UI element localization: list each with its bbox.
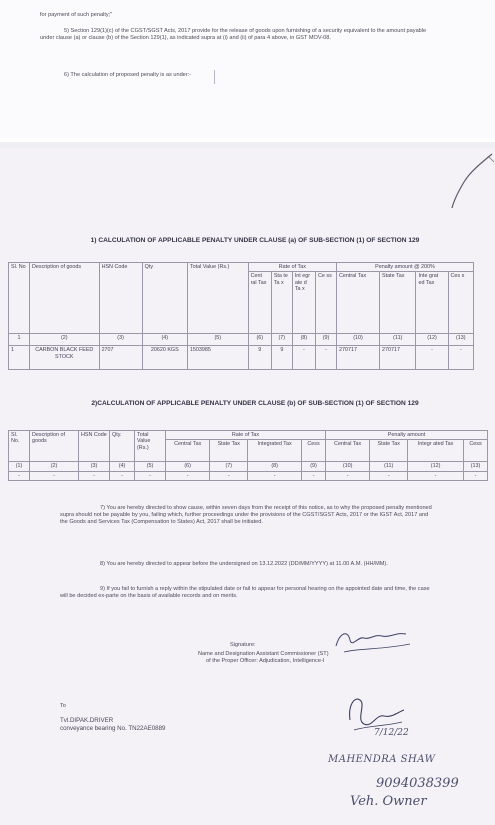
t2-col-number: (3)	[79, 462, 110, 471]
t2-col-number: (5)	[135, 462, 166, 471]
t1-header-rate: Rate of Tax	[248, 263, 336, 272]
t1-col-number: (11)	[380, 334, 416, 346]
recipient-name: Tvl.DIPAK.DRIVER	[60, 717, 114, 724]
t2-empty-cell: -	[135, 471, 166, 480]
t1-rate-integrated: Int egr ate d Ta x	[292, 272, 315, 334]
t2-empty-cell: -	[464, 471, 488, 480]
paragraph-6: 6) The calculation of proposed penalty is as under:-	[64, 72, 192, 78]
t2-rate-state: State Tax	[210, 440, 248, 462]
t1-header-sl: Sl. No	[9, 263, 30, 334]
t2-pen-cess: Cess	[464, 440, 488, 462]
paragraph-5: 5) Section 129(1)(c) of the CGST/SGST Acts, 2017 provide for the release of goods upon furnishing of a security equivalent to the amount payable under clause (a) or clause (b) of the Section 129(1), as indicated supra at (i) and (ii) of para 4 above, in GST MOV-08.	[40, 28, 427, 41]
t2-empty-cell: -	[210, 471, 248, 480]
t1-row-state-pen: 270717	[380, 346, 416, 370]
t1-header-total: Total Value (Rs.)	[187, 263, 248, 334]
paragraph-7: 7) You are hereby directed to show cause, within seven days from the receipt of this notice, as to why the proposed penalty mentioned supra should not be payable by you, failing which, further proceedings under the provisions of the CGST/SGST Acts, 2017 or the IGST Act, 2017 and the Goods and Services Tax (Compensation to States) Act, 2017 shall be initiated.	[60, 505, 432, 525]
t1-col-number: (10)	[336, 334, 379, 346]
t2-rate-cess: Cess	[302, 440, 326, 462]
t2-rate-central: Central Tax	[166, 440, 210, 462]
handwritten-phone: 9094038399	[376, 776, 459, 791]
t1-pen-integrated: Inte grat ed Tax	[416, 272, 448, 334]
paragraph-8: 8) You are hereby directed to appear before the undersigned on 13.12.2022 (DD/MM/YYYY) at 11.00 A.M. (HH/MM).	[100, 561, 388, 567]
previous-page-fragment	[0, 0, 495, 138]
t2-pen-central: Central Tax	[325, 440, 369, 462]
table1-heading: 1) CALCULATION OF APPLICABLE PENALTY UNDER CLAUSE (a) OF SUB-SECTION (1) OF SECTION 129	[90, 237, 420, 244]
t2-empty-cell: -	[30, 471, 79, 480]
t2-col-number: (12)	[408, 462, 464, 471]
t1-row-qty: 20620 KGS	[142, 346, 187, 370]
t2-empty-cell: -	[79, 471, 110, 480]
t1-rate-state: Sta te Ta x	[271, 272, 292, 334]
t1-col-number: (2)	[29, 334, 99, 346]
t2-col-number: (13)	[464, 462, 488, 471]
t1-pen-cess: Ces s	[448, 272, 474, 334]
t1-row-cess-rate: -	[316, 346, 337, 370]
t1-row-central-rate: 9	[248, 346, 271, 370]
signature-line2: of the Proper Officer: Adjudication, Intelligence-I	[206, 658, 325, 664]
t2-col-number: (1)	[9, 462, 30, 471]
t1-header-desc: Description of goods	[29, 263, 99, 334]
t2-empty-cell: -	[9, 471, 30, 480]
t2-pen-state: State Tax	[370, 440, 408, 462]
t1-header-penalty: Penalty amount @ 200%	[336, 263, 473, 272]
penalty-table-b	[8, 430, 488, 481]
vehicle-number: conveyance bearing No. TN22AE0889	[60, 725, 166, 732]
t1-col-number: (12)	[416, 334, 448, 346]
t2-col-number: (7)	[210, 462, 248, 471]
t1-col-number: (4)	[142, 334, 187, 346]
t1-col-number: (3)	[99, 334, 142, 346]
t1-row-integrated-rate: -	[292, 346, 315, 370]
t1-col-number: (13)	[448, 334, 474, 346]
notice-page	[0, 142, 495, 825]
paragraph-9: 9) If you fail to furnish a reply within the stipulated date or fail to appear for personal hearing on the appointed date and time, the case will be decided ex-parte on the basis of available records and on merits.	[60, 586, 430, 599]
t1-row-integrated-pen: -	[416, 346, 448, 370]
signature-label: Signature:	[230, 642, 256, 648]
t1-col-number: (9)	[316, 334, 337, 346]
t2-empty-cell: -	[110, 471, 135, 480]
to-label: To	[60, 703, 66, 709]
penalty-table-a	[8, 262, 474, 370]
t2-col-number: (9)	[302, 462, 326, 471]
table2-heading: 2)CALCULATION OF APPLICABLE PENALTY UNDER CLAUSE (b) OF SUB-SECTION (1) OF SECTION 129	[91, 400, 419, 407]
t2-empty-cell: -	[166, 471, 210, 480]
signature-line1: Name and Designation Assistant Commissioner (ST)	[198, 651, 329, 657]
t1-row-hsn: 2707	[99, 346, 142, 370]
t1-row-state-rate: 9	[271, 346, 292, 370]
t2-empty-cell: -	[325, 471, 369, 480]
t2-empty-cell: -	[248, 471, 302, 480]
t1-col-number: 1	[9, 334, 30, 346]
t2-empty-cell: -	[408, 471, 464, 480]
t2-header-qty: Qty.	[110, 431, 135, 462]
handwritten-date: 7/12/22	[374, 728, 409, 738]
officer-signature	[330, 626, 420, 658]
t1-row-desc: CARBON BLACK FEED STOCK	[29, 346, 99, 370]
pen-mark	[214, 70, 215, 84]
t2-col-number: (8)	[248, 462, 302, 471]
t1-col-number: (5)	[187, 334, 248, 346]
t1-header-hsn: HSN Code	[99, 263, 142, 334]
t2-header-total: Total Value (Rs.)	[135, 431, 166, 462]
t2-header-penalty: Penalty amount	[325, 431, 487, 440]
handwritten-name: MAHENDRA SHAW	[328, 754, 436, 765]
t1-row-sl: 1	[9, 346, 30, 370]
t1-row-total: 1503985	[187, 346, 248, 370]
t1-row-cess-pen: -	[448, 346, 474, 370]
handwritten-note: Veh. Owner	[350, 794, 427, 809]
t2-header-rate: Rate of Tax	[166, 431, 326, 440]
t1-col-number: (6)	[248, 334, 271, 346]
t1-header-qty: Qty	[142, 263, 187, 334]
t2-col-number: (6)	[166, 462, 210, 471]
t2-col-number: (10)	[325, 462, 369, 471]
t1-pen-state: State Tax	[380, 272, 416, 334]
t2-header-sl: Sl. No.	[9, 431, 30, 462]
t1-row-central-pen: 270717	[336, 346, 379, 370]
t1-rate-cess: Ce ss	[316, 272, 337, 334]
t2-pen-integrated: Integr ated Tax	[408, 440, 464, 462]
t2-header-desc: Description of goods	[30, 431, 79, 462]
page-corner-curl	[440, 152, 495, 212]
t2-header-hsn: HSN Code	[79, 431, 110, 462]
previous-page-line: for payment of such penalty;"	[40, 12, 113, 18]
t2-col-number: (11)	[370, 462, 408, 471]
t2-rate-integrated: Integrated Tax	[248, 440, 302, 462]
t2-col-number: (2)	[30, 462, 79, 471]
t1-col-number: (8)	[292, 334, 315, 346]
page-fold-shadow	[0, 142, 495, 148]
t1-col-number: (7)	[271, 334, 292, 346]
t1-pen-central: Central Tax	[336, 272, 379, 334]
t2-col-number: (4)	[110, 462, 135, 471]
t2-empty-cell: -	[370, 471, 408, 480]
t1-rate-central: Cent ral Tax	[248, 272, 271, 334]
t2-empty-cell: -	[302, 471, 326, 480]
